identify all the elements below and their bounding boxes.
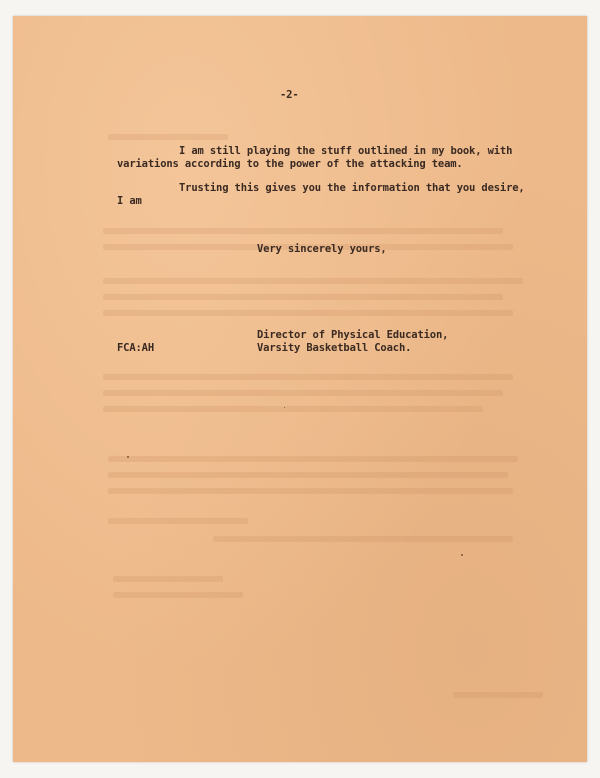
- bleed-through-mark: [113, 576, 223, 582]
- bleed-through-mark: [103, 228, 503, 234]
- paper-speck: [284, 407, 285, 408]
- bleed-through-mark: [103, 374, 513, 380]
- bleed-through-mark: [108, 456, 518, 462]
- bleed-through-mark: [103, 278, 523, 284]
- bleed-through-mark: [113, 592, 243, 598]
- bleed-through-mark: [103, 406, 483, 412]
- signer-title-line: Varsity Basketball Coach.: [257, 342, 412, 354]
- bleed-through-mark: [103, 390, 503, 396]
- reference-initials: FCA:AH: [117, 342, 155, 354]
- paper-speck: [127, 456, 129, 458]
- body-paragraph-line: Trusting this gives you the information that you desire,: [179, 182, 525, 194]
- body-paragraph-line: I am still playing the stuff outlined in my book, with: [179, 145, 513, 157]
- bleed-through-mark: [108, 134, 228, 140]
- body-paragraph-line: I am: [117, 195, 142, 207]
- bleed-through-mark: [213, 536, 513, 542]
- complimentary-close: Very sincerely yours,: [257, 243, 387, 255]
- letter-paper: [13, 16, 587, 762]
- bleed-through-mark: [453, 692, 543, 698]
- bleed-through-mark: [108, 472, 508, 478]
- bleed-through-mark: [108, 488, 513, 494]
- bleed-through-mark: [103, 310, 513, 316]
- body-paragraph-line: variations according to the power of the attacking team.: [117, 158, 463, 170]
- page-number: -2-: [280, 89, 299, 101]
- paper-speck: [461, 554, 463, 556]
- bleed-through-mark: [108, 518, 248, 524]
- signer-title-line: Director of Physical Education,: [257, 329, 449, 341]
- bleed-through-mark: [103, 294, 503, 300]
